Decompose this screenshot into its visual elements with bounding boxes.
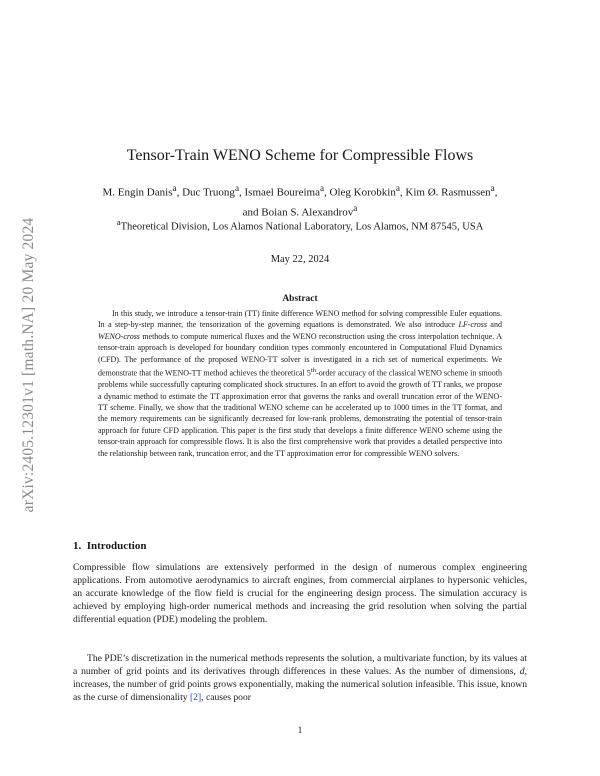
author-affil-mark: a: [172, 183, 177, 193]
author-separator: ,: [399, 186, 406, 199]
author-list: [90, 181, 510, 220]
author-name: Oleg Korobkin: [329, 186, 396, 199]
abstract-emphasis: WENO-cross: [98, 331, 140, 341]
abstract-superscript: th: [310, 367, 317, 375]
author-name: and Boian S. Alexandrov: [242, 206, 354, 219]
abstract-heading: Abstract: [282, 294, 318, 304]
author-name: Ismael Boureima: [244, 186, 320, 199]
paper-date: May 22, 2024: [270, 254, 330, 265]
page-number: 1: [297, 726, 303, 736]
author-name: Duc Truong: [182, 186, 235, 199]
author-separator: ,: [324, 186, 330, 199]
author-affil-mark: a: [395, 183, 400, 193]
author-affil-mark: a: [234, 183, 240, 193]
section-heading: [73, 540, 146, 552]
paragraph-text: The PDE’s discretization in the numerical methods represents the solution, a multivariate function, by its values at a number of grid points and its derivatives through differences in these values. As the number of dimensions,: [73, 653, 527, 678]
arxiv-identifier: [18, 140, 40, 590]
author-separator: ,: [239, 186, 245, 199]
intro-paragraph-2: [73, 652, 527, 704]
affiliation-mark: a: [116, 217, 121, 227]
abstract-body: [98, 308, 502, 459]
author-affil-mark: a: [319, 183, 325, 193]
paragraph-text: , causes poor: [201, 692, 251, 704]
citation-link[interactable]: [2]: [189, 692, 202, 704]
section-title: Introduction: [86, 540, 147, 552]
intro-paragraph-1: Compressible flow simulations are extensively performed in the design of numerous complex engineering applications. From automotive aerodynamics to aircraft engines, from commercial airplanes to hypersonic vehicles, an accurate knowledge of the flow field is crucial for the engineering design process. The simulation accuracy is achieved by employing high-order numerical methods and increasing the grid resolution when solving the partial differential equation (PDE) modeling the problem.: [73, 562, 527, 626]
math-variable: d: [519, 666, 525, 678]
author-name: M. Engin Danis: [102, 186, 173, 199]
paragraph-text: , increases, the number of grid points grows exponentially, making the numerical solution infeasible. This issue, known as the curse of dimensionality: [73, 666, 527, 704]
affiliation: [60, 217, 540, 233]
abstract-text: methods to compute numerical fluxes and the WENO reconstruction using the cross interpolation technique. A tensor-train approach is developed for boundary condition types commonly encountered in Computational Fluid Dynamics (CFD). The performance of the proposed WENO-TT solver is investigated in a rich set of numerical experiments. We demonstrate that the WENO-TT method achieves the theoretical 5: [98, 331, 502, 378]
author-affil-mark: a: [490, 183, 495, 193]
paper-title: Tensor-Train WENO Scheme for Compressible Flows: [126, 147, 474, 164]
abstract-text: In this study, we introduce a tensor-train (TT) finite difference WENO method for solving compressible Euler equations. In a step-by-step manner, the tensorization of the governing equations is demonstrated. We also introduce: [98, 309, 502, 330]
author-separator: ,: [176, 186, 183, 199]
author-name: Kim Ø. Rasmussen: [405, 186, 491, 199]
author-separator: ,: [494, 186, 498, 199]
arxiv-id-text: arXiv:2405.12301v1 [math.NA] 20 May 2024: [20, 217, 37, 513]
affiliation-text: Theoretical Division, Los Alamos National Laboratory, Los Alamos, NM 87545, USA: [120, 221, 484, 233]
abstract-emphasis: LF-cross: [458, 320, 488, 330]
abstract-text: -order accuracy of the classical WENO scheme in smooth problems while successfully capturing complicated shock structures. In an effort to avoid the growth of TT ranks, we propose a dynamic method to estimate the TT approximation error that governs the ranks and overall truncation error of the WENO-TT scheme. Finally, we show that the traditional WENO scheme can be accelerated up to 1000 times in the TT format, and the memory requirements can be significantly decreased for low-rank problems, demonstrating the potential of tensor-train approach for future CFD application. This paper is the first study that develops a finite difference WENO scheme using the tensor-train approach for compressible flows. It is also the first comprehensive work that provides a detailed perspective into the relationship between rank, truncation error, and the TT approximation error for compressible WENO solvers.: [98, 368, 502, 458]
author-affil-mark: a: [353, 202, 358, 213]
section-number: 1.: [73, 540, 82, 552]
abstract-text: and: [487, 320, 502, 330]
